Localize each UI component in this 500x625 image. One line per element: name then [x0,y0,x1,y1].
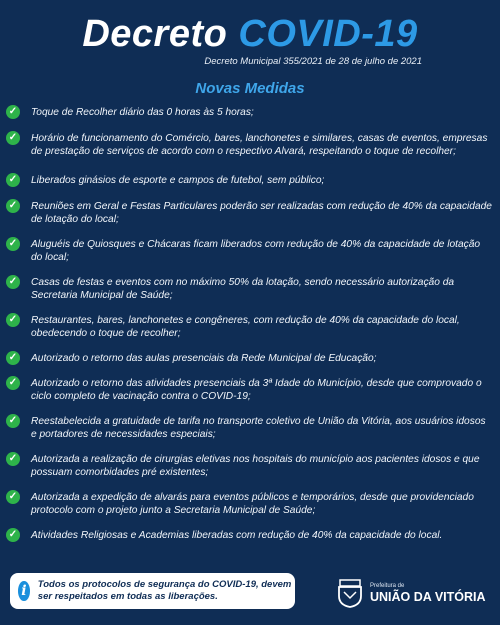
item-text: Autorizada a realização de cirurgias eletivas nos hospitais do município aos pacientes idosos e que possuam comorbidades pré existentes; [31,454,480,478]
item-text: Liberados ginásios de esporte e campos de futebol, sem público; [31,175,325,186]
check-icon: ✓ [6,313,20,327]
item-text: Reestabelecida a gratuidade de tarifa no transporte coletivo de União da Vitória, aos usuários idosos e portadores de necessidades especiais; [31,416,486,440]
list-item [6,415,494,441]
item-text: Reuniões em Geral e Festas Particulares poderão ser realizadas com redução de 40% da capacidade de lotação do local; [31,201,492,225]
check-icon: ✓ [6,414,20,428]
check-icon: ✓ [6,490,20,504]
check-icon: ✓ [6,528,20,542]
title-word-covid: COVID-19 [238,13,418,55]
item-text: Casas de festas e eventos com no máximo 50% da lotação, sendo necessário autorização da Secretaria Municipal de Saúde; [31,277,455,301]
list-item [6,529,494,542]
list-item [6,314,494,340]
item-text: Toque de Recolher diário das 0 horas às 5 horas; [31,107,254,118]
item-text: Horário de funcionamento do Comércio, bares, lanchonetes e similares, casas de eventos, empresas de prestação de serviços de acordo com o respectivo Alvará, respeitando o toque de recolher; [31,133,488,157]
item-text: Aluguéis de Quiosques e Chácaras ficam liberados com redução de 40% da capacidade de lotação do local; [31,239,481,263]
title-word-decreto: Decreto [82,13,228,55]
check-icon: ✓ [6,351,20,365]
info-icon: i [18,581,30,601]
list-item [6,200,494,226]
item-text: Atividades Religiosas e Academias liberadas com redução de 40% da capacidade do local. [31,530,443,541]
decree-subtitle: Decreto Municipal 355/2021 de 28 de julho de 2021 [204,56,422,67]
item-text: Autorizado o retorno das aulas presenciais da Rede Municipal de Educação; [31,353,377,364]
list-item [6,132,494,158]
logo-prefix: Prefeitura de [370,583,405,589]
info-text: Todos os protocolos de segurança do COVID-19, devem ser respeitados em todas as liberações. [37,579,292,602]
municipality-logo [336,576,486,610]
item-text: Restaurantes, bares, lanchonetes e congêneres, com redução de 40% da capacidade do local, obedecendo o toque de recolher; [31,315,460,339]
section-heading: Novas Medidas [195,80,305,97]
check-icon: ✓ [6,173,20,187]
logo-name: UNIÃO DA VITÓRIA [370,590,486,604]
list-item [6,276,494,302]
measures-list [6,106,494,542]
list-item [6,238,494,264]
list-item [6,174,494,187]
info-notice [10,573,295,609]
check-icon: ✓ [6,237,20,251]
list-item [6,106,494,119]
page-title [0,12,500,56]
list-item [6,352,494,365]
list-item [6,377,494,403]
item-text: Autorizada a expedição de alvarás para eventos públicos e temporários, desde que providenciado protocolo com o projeto junto a Secretaria Municipal de Saúde; [31,492,474,516]
check-icon: ✓ [6,376,20,390]
check-icon: ✓ [6,105,20,119]
crest-icon [336,578,364,608]
check-icon: ✓ [6,131,20,145]
list-item [6,491,494,517]
check-icon: ✓ [6,275,20,289]
check-icon: ✓ [6,452,20,466]
check-icon: ✓ [6,199,20,213]
item-text: Autorizado o retorno das atividades presenciais da 3ª Idade do Município, desde que comprovado o ciclo completo de vacinação contra o COVID-19; [31,378,482,402]
list-item [6,453,494,479]
